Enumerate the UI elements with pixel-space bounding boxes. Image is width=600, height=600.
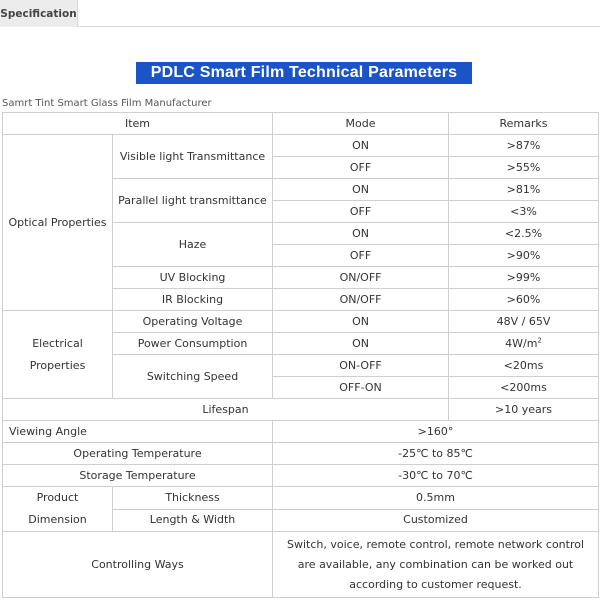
group-product-line1: Product bbox=[36, 491, 79, 504]
remark-cell: >90% bbox=[449, 245, 599, 267]
value-cell: -25℃ to 85℃ bbox=[273, 443, 599, 465]
table-row bbox=[3, 465, 599, 487]
tab-specification[interactable]: Specification bbox=[0, 0, 78, 27]
remark-cell: >55% bbox=[449, 157, 599, 179]
table-row bbox=[3, 443, 599, 465]
remark-cell: >60% bbox=[449, 289, 599, 311]
power-value: 4W/m bbox=[505, 336, 538, 350]
item-visible-light: Visible light Transmittance bbox=[113, 135, 273, 179]
item-parallel-light: Parallel light transmittance bbox=[113, 179, 273, 223]
item-length-width: Length & Width bbox=[113, 509, 273, 532]
item-thickness: Thickness bbox=[113, 487, 273, 510]
table-caption: Samrt Tint Smart Glass Film Manufacturer bbox=[2, 98, 212, 109]
mode-cell: ON bbox=[273, 333, 449, 355]
remark-cell: >99% bbox=[449, 267, 599, 289]
power-unit-exponent: 2 bbox=[537, 335, 542, 344]
item-viewing-angle: Viewing Angle bbox=[3, 421, 273, 443]
group-product-dimension bbox=[3, 487, 113, 532]
remark-cell: <200ms bbox=[449, 377, 599, 399]
group-product-line2: Dimension bbox=[28, 513, 87, 526]
page-title: PDLC Smart Film Technical Parameters bbox=[136, 62, 472, 84]
remark-cell: <2.5% bbox=[449, 223, 599, 245]
group-electrical-line1: Electrical bbox=[32, 336, 83, 350]
group-electrical-line2: Properties bbox=[29, 358, 86, 372]
item-switching-speed: Switching Speed bbox=[113, 355, 273, 399]
item-operating-temperature: Operating Temperature bbox=[3, 443, 273, 465]
value-cell: -30℃ to 70℃ bbox=[273, 465, 599, 487]
table-row bbox=[3, 399, 599, 421]
mode-cell: OFF bbox=[273, 157, 449, 179]
mode-cell: ON bbox=[273, 311, 449, 333]
group-optical: Optical Properties bbox=[3, 135, 113, 311]
item-haze: Haze bbox=[113, 223, 273, 267]
item-ir-blocking: IR Blocking bbox=[113, 289, 273, 311]
table-row bbox=[3, 135, 599, 157]
mode-cell: ON bbox=[273, 179, 449, 201]
table-row bbox=[3, 421, 599, 443]
tab-bar bbox=[0, 0, 600, 27]
value-cell: Customized bbox=[273, 509, 599, 532]
remark-cell: <3% bbox=[449, 201, 599, 223]
value-cell: >160° bbox=[273, 421, 599, 443]
value-cell: Switch, voice, remote control, remote network control are available, any combination can be worked out according to customer request. bbox=[273, 532, 599, 598]
mode-cell: OFF-ON bbox=[273, 377, 449, 399]
table-row bbox=[3, 487, 599, 510]
spec-table bbox=[2, 112, 599, 598]
remark-cell: >81% bbox=[449, 179, 599, 201]
mode-cell: ON/OFF bbox=[273, 289, 449, 311]
header-mode: Mode bbox=[273, 113, 449, 135]
mode-cell: ON/OFF bbox=[273, 267, 449, 289]
remark-cell: <20ms bbox=[449, 355, 599, 377]
mode-cell: ON bbox=[273, 223, 449, 245]
mode-cell: ON bbox=[273, 135, 449, 157]
table-row bbox=[3, 311, 599, 333]
item-power-consumption: Power Consumption bbox=[113, 333, 273, 355]
table-header-row bbox=[3, 113, 599, 135]
item-controlling-ways: Controlling Ways bbox=[3, 532, 273, 598]
remark-cell: >10 years bbox=[449, 399, 599, 421]
group-electrical bbox=[3, 311, 113, 399]
item-uv-blocking: UV Blocking bbox=[113, 267, 273, 289]
header-remarks: Remarks bbox=[449, 113, 599, 135]
item-lifespan: Lifespan bbox=[3, 399, 449, 421]
remark-cell: >87% bbox=[449, 135, 599, 157]
mode-cell: ON-OFF bbox=[273, 355, 449, 377]
item-operating-voltage: Operating Voltage bbox=[113, 311, 273, 333]
value-cell: 0.5mm bbox=[273, 487, 599, 510]
mode-cell: OFF bbox=[273, 201, 449, 223]
remark-cell bbox=[449, 333, 599, 355]
item-storage-temperature: Storage Temperature bbox=[3, 465, 273, 487]
table-row bbox=[3, 532, 599, 598]
remark-cell: 48V / 65V bbox=[449, 311, 599, 333]
mode-cell: OFF bbox=[273, 245, 449, 267]
header-item: Item bbox=[3, 113, 273, 135]
